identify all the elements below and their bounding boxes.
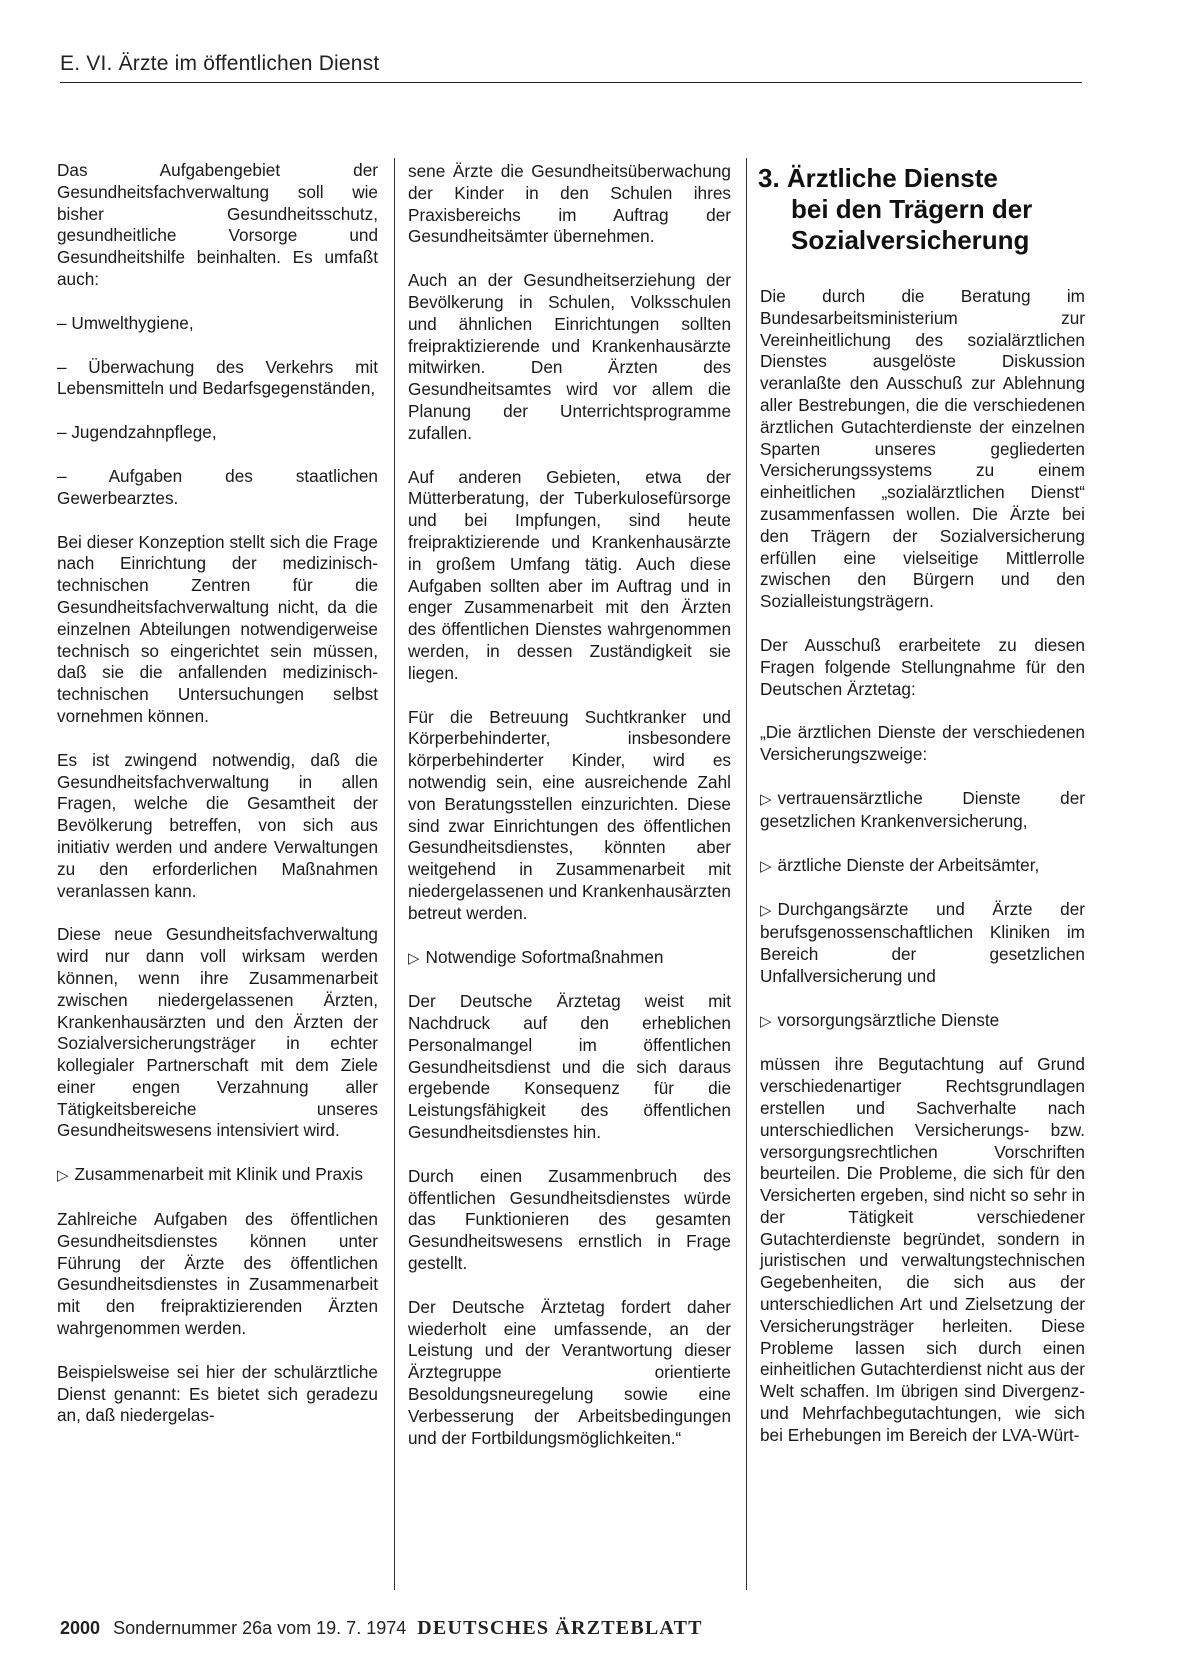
text-column-1 xyxy=(57,160,378,1427)
paragraph: Bei dieser Konzeption stellt sich die Frage nach Einrichtung der medizinisch-technischen Zentren für die Gesundheitsfachverwaltung nicht, da die einzelnen Abteilungen notwendigerweise technisch so eingerichtet sein müssen, daß sie die anfallenden medizinisch-technischen Untersuchungen selbst vornehmen können. xyxy=(57,531,378,726)
subheading-text: Notwendige Sofortmaßnahmen xyxy=(425,946,664,967)
paragraph: Auch an der Gesundheitserziehung der Bevölkerung in Schulen, Volksschulen und ähnlichen Einrichtungen sollten freipraktizierende und Krankenhausärzte mitwirken. Den Ärzten des Gesundheitsamtes wird vor allem die Planung der Unterrichtsprogramme zufallen. xyxy=(408,270,731,443)
list-item: – Überwachung des Verkehrs mit Lebensmitteln und Bedarfsgegenständen, xyxy=(57,356,378,399)
paragraph: Zahlreiche Aufgaben des öffentlichen Gesundheitsdienstes können unter Führung der Ärzte des öffentlichen Gesundheitsdienstes in Zusammenarbeit mit den freipraktizierenden Ärzten wahrgenommen werden. xyxy=(57,1209,378,1339)
page-footer xyxy=(60,1617,703,1640)
column-rule xyxy=(746,158,747,1590)
list-item xyxy=(760,1010,1085,1033)
subheading xyxy=(408,947,731,970)
issue-info: Sondernummer 26a vom 19. 7. 1974 xyxy=(113,1618,407,1638)
paragraph: Es ist zwingend notwendig, daß die Gesundheitsfachverwaltung in allen Fragen, welche die Gesamtheit der Bevölkerung betreffen, von sich aus initiativ werden und andere Verwaltungen zu den erforderlichen Maßnahmen veranlassen kann. xyxy=(57,749,378,901)
column-rule xyxy=(394,158,395,1590)
triangle-right-icon: ▷ xyxy=(760,1012,772,1030)
heading-line: Sozialversicherung xyxy=(791,225,1030,255)
paragraph: Auf anderen Gebieten, etwa der Mütterberatung, der Tuberkulosefürsorge und bei Impfungen, sind heute freipraktizierende und Krankenhausärzte in großem Umfang tätig. Auch diese Aufgaben sollten aber im Auftrag und in enger Zusammenarbeit mit den Ärzten des öffentlichen Dienstes wahrgenommen werden, in dessen Zuständigkeit sie liegen. xyxy=(408,466,731,683)
triangle-right-icon: ▷ xyxy=(760,902,772,920)
list-item-text: vorsorgungsärztliche Dienste xyxy=(777,1009,1000,1030)
paragraph: Das Aufgabengebiet der Gesundheitsfachverwaltung soll wie bisher Gesundheitsschutz, gesundheitliche Vorsorge und Gesundheitshilfe beinhalten. Es umfaßt auch: xyxy=(57,160,378,289)
triangle-right-icon: ▷ xyxy=(760,790,772,808)
page-number: 2000 xyxy=(60,1618,101,1638)
journal-title: DEUTSCHES ÄRZTEBLATT xyxy=(417,1617,703,1639)
text-column-2 xyxy=(408,161,731,1449)
list-item-text: vertrauensärztliche Dienste der gesetzlichen Krankenversicherung, xyxy=(760,787,1085,831)
section-heading xyxy=(758,163,1088,256)
subheading-text: Zusammenarbeit mit Klinik und Praxis xyxy=(74,1164,364,1185)
list-item: – Aufgaben des staatlichen Gewerbearztes. xyxy=(57,465,378,508)
text-column-3 xyxy=(760,286,1085,1447)
list-item xyxy=(760,899,1085,987)
paragraph: müssen ihre Begutachtung auf Grund verschiedenartiger Rechtsgrundlagen erstellen und Sachverhalte nach unterschiedlichen Versicherungs- bzw. versorgungsrechtlichen Vorschriften beurteilen. Die Probleme, die sich für den Versicherten ergeben, sind nicht so sehr in der Tätigkeit verschiedener Gutachterdienste begründet, sondern in juristischen und verwaltungstechnischen Gegebenheiten, die sich aus der unterschiedlichen Art und Zielsetzung der Versicherungsträger herleiten. Diese Probleme lassen sich durch einen einheitlichen Gutachterdienst nicht aus der Welt schaffen. Im übrigen sind Divergenz- und Mehrfachbegutachtungen, wie sich bei Erhebungen im Bereich der LVA-Würt- xyxy=(760,1054,1085,1445)
paragraph: Durch einen Zusammenbruch des öffentlichen Gesundheitsdienstes würde das Funktionieren des gesamten Gesundheitswesens ernstlich in Frage gestellt. xyxy=(408,1165,731,1274)
heading-line: bei den Trägern der xyxy=(791,194,1033,224)
paragraph: sene Ärzte die Gesundheitsüberwachung der Kinder in den Schulen ihres Praxisbereichs im Auftrag der Gesundheitsämter übernehmen. xyxy=(408,161,731,247)
list-item-text: ärztliche Dienste der Arbeitsämter, xyxy=(777,854,1040,875)
paragraph: Der Deutsche Ärztetag fordert daher wiederholt eine umfassende, an der Leistung und der Verantwortung dieser Ärztegruppe orientierte Besoldungsneuregelung sowie eine Verbesserung der Arbeitsbedingungen und der Fortbildungsmöglichkeiten.“ xyxy=(408,1296,731,1448)
paragraph: „Die ärztlichen Dienste der verschiedenen Versicherungszweige: xyxy=(760,722,1085,765)
list-item: – Umwelthygiene, xyxy=(57,312,194,333)
list-item xyxy=(760,788,1085,833)
paragraph: Die durch die Beratung im Bundesarbeitsministerium zur Vereinheitlichung des sozialärztlichen Dienstes ausgelöste Diskussion veranlaßte den Ausschuß zur Ablehnung aller Bestrebungen, die die verschiedenen ärztlichen Gutachterdienste der einzelnen Sparten unseres gegliederten Versicherungssystems zu einem einheitlichen „sozialärztlichen Dienst“ zusammenfassen wollen. Die Ärzte bei den Trägern der Sozialversicherung erfüllen eine vielseitige Mittlerrolle zwischen den Bürgern und den Sozialleistungsträgern. xyxy=(760,286,1085,612)
paragraph: Beispielsweise sei hier der schulärztliche Dienst genannt: Es bietet sich geradezu an, daß niedergelas- xyxy=(57,1361,378,1426)
paragraph: Der Deutsche Ärztetag weist mit Nachdruck auf den erheblichen Personalmangel im öffentlichen Gesundheitsdienst und die sich daraus ergebende Konsequenz für die Leistungsfähigkeit des öffentlichen Gesundheitsdienstes hin. xyxy=(408,991,731,1143)
running-header: E. VI. Ärzte im öffentlichen Dienst xyxy=(60,52,380,75)
paragraph: Diese neue Gesundheitsfachverwaltung wird nur dann voll wirksam werden können, wenn ihre Zusammenarbeit zwischen niedergelassenen Ärzten, Krankenhausärzten und den Ärzten der Sozialversicherungsträger in echter kollegialer Partnerschaft mit dem Ziele einer engen Verzahnung aller Tätigkeitsbereiche unseres Gesundheitswesens intensiviert wird. xyxy=(57,924,378,1141)
paragraph: Der Ausschuß erarbeitete zu diesen Fragen folgende Stellungnahme für den Deutschen Ärztetag: xyxy=(760,634,1085,699)
header-rule xyxy=(60,82,1082,83)
paragraph: Für die Betreuung Suchtkranker und Körperbehinderter, insbesondere körperbehinderter Kinder, wird es notwendig sein, eine ausreichende Zahl von Beratungsstellen einzurichten. Diese sind zwar Einrichtungen des öffentlichen Gesundheitsdienstes, könnten aber weitgehend in Zusammenarbeit mit niedergelassenen und Krankenhausärzten betreut werden. xyxy=(408,706,731,923)
triangle-right-icon: ▷ xyxy=(408,949,420,967)
triangle-right-icon: ▷ xyxy=(760,857,772,875)
triangle-right-icon: ▷ xyxy=(57,1167,69,1185)
subheading xyxy=(57,1164,378,1187)
list-item xyxy=(760,855,1085,878)
list-item: – Jugendzahnpflege, xyxy=(57,422,217,443)
list-item-text: Durchgangsärzte und Ärzte der berufsgenossenschaftlichen Kliniken im Bereich der gesetzlichen Unfallversicherung und xyxy=(760,899,1085,986)
heading-line: 3. Ärztliche Dienste xyxy=(758,163,998,193)
